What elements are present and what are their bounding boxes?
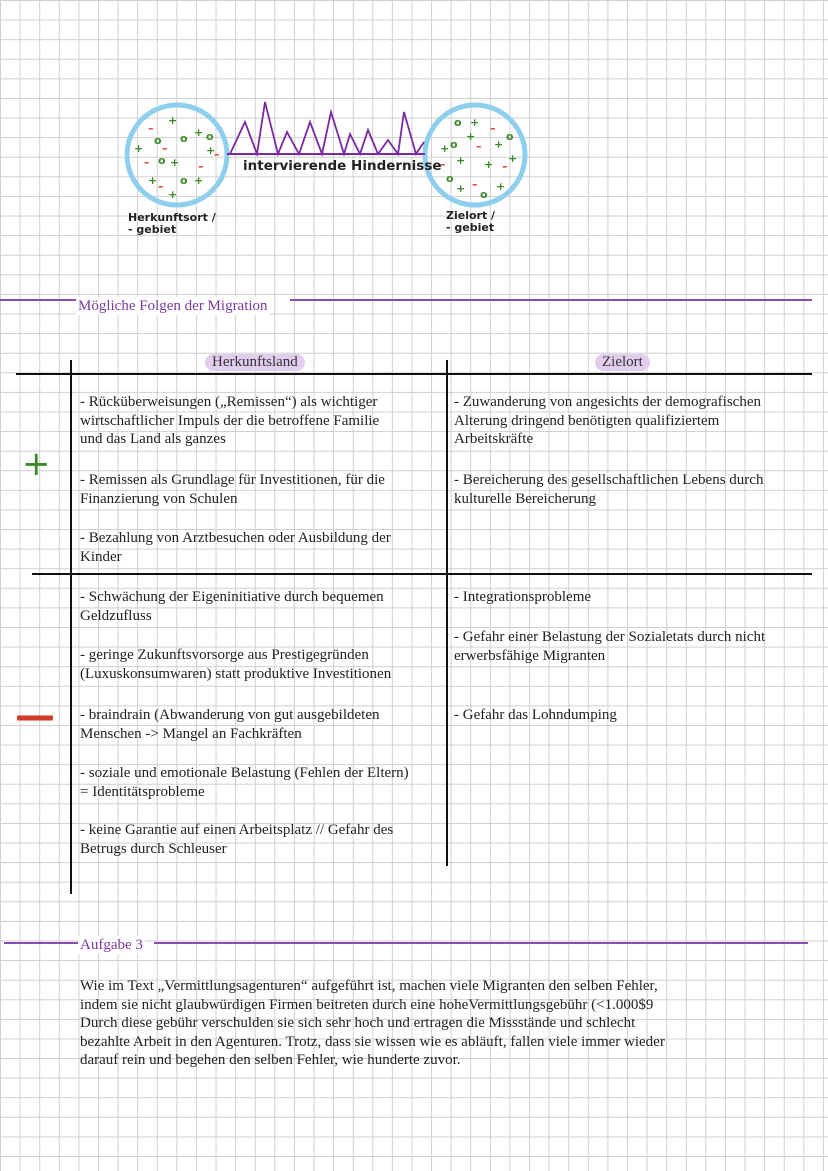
minus-symbol: — — [15, 693, 55, 739]
cell-line: - keine Garantie auf einen Arbeitsplatz // Gefahr des — [80, 822, 394, 838]
svg-text:–: – — [476, 140, 482, 153]
plus-symbol: + — [22, 444, 51, 484]
negative-destination-item-2 — [454, 628, 765, 665]
destination-symbols — [440, 116, 517, 201]
cell-line: - Gefahr das Lohndumping — [454, 707, 617, 723]
negative-origin-item-4 — [80, 764, 409, 801]
table-center-rule — [446, 360, 448, 866]
cell-line: Kinder — [80, 548, 122, 565]
paragraph-line: Wie im Text „Vermittlungsagenturen“ aufgeführt ist, machen viele Migranten den selben Fehler, — [80, 978, 658, 994]
svg-text:+: + — [148, 174, 158, 187]
cell-line: - soziale und emotionale Belastung (Fehlen der Eltern) — [80, 765, 409, 781]
cell-line: - Bezahlung von Arztbesuchen oder Ausbildung der — [80, 530, 391, 546]
svg-text:+: + — [194, 126, 204, 139]
paragraph-line: indem sie nicht glaubwürdigen Firmen beitreten durch eine hoheVermittlungsgebühr (<1.000$9 — [80, 996, 654, 1013]
svg-text:o: o — [450, 138, 458, 151]
migration-diagram — [110, 92, 540, 252]
header-origin: Herkunftsland — [205, 354, 305, 371]
negative-destination-item-3 — [454, 706, 617, 725]
header-destination: Zielort — [595, 354, 650, 371]
svg-text:+: + — [494, 138, 504, 151]
svg-text:o: o — [506, 130, 514, 143]
svg-text:o: o — [158, 154, 166, 167]
origin-label — [128, 212, 216, 236]
section2-rule-left — [4, 942, 78, 944]
negative-origin-item-1 — [80, 588, 384, 625]
section1-rule-right — [290, 299, 812, 301]
svg-text:o: o — [206, 130, 214, 143]
paragraph-line: bezahlte Arbeit in den Agenturen. Trotz, dass sie wissen wie es abläuft, fallen viele immer wieder — [80, 1033, 665, 1050]
cell-line: - geringe Zukunftsvorsorge aus Prestigegründen — [80, 647, 369, 663]
svg-text:–: – — [472, 178, 478, 191]
svg-text:–: – — [440, 158, 446, 171]
svg-text:+: + — [134, 142, 144, 155]
cell-line: - Bereicherung des gesellschaftlichen Lebens durch — [454, 472, 764, 488]
destination-label-line2: - gebiet — [446, 221, 495, 234]
negative-destination-item-1 — [454, 588, 591, 607]
origin-label-line2: - gebiet — [128, 223, 177, 236]
positive-destination-item-1 — [454, 393, 761, 449]
svg-text:o: o — [180, 132, 188, 145]
svg-text:–: – — [148, 122, 154, 135]
origin-label-line1: Herkunftsort / — [128, 211, 216, 224]
negative-origin-item-3 — [80, 706, 380, 743]
svg-text:+: + — [168, 188, 178, 201]
cell-line: - Zuwanderung von angesichts der demografischen — [454, 394, 761, 410]
cell-line: - braindrain (Abwanderung von gut ausgebildeten — [80, 707, 380, 723]
origin-symbols — [134, 114, 220, 201]
section2-rule-right — [154, 942, 808, 944]
destination-label — [446, 210, 495, 234]
cell-line: - Remissen als Grundlage für Investitionen, für die — [80, 472, 385, 488]
destination-label-line1: Zielort / — [446, 209, 496, 222]
negative-origin-item-2 — [80, 646, 391, 683]
cell-line: Arbeitskräfte — [454, 431, 534, 447]
svg-text:–: – — [490, 122, 496, 135]
cell-line: erwerbsfähige Migranten — [454, 647, 606, 664]
svg-text:+: + — [466, 130, 476, 143]
svg-text:–: – — [198, 160, 204, 173]
svg-text:–: – — [162, 142, 168, 155]
cell-line: - Rücküberweisungen („Remissen“) als wichtiger — [80, 394, 378, 410]
paragraph-line: darauf rein und begehen den selben Fehler, wie hunderte zuvor. — [80, 1052, 461, 1068]
paragraph-line: Durch diese gebühr verschulden sie sich sehr hoch und ertragen die Missstände und schlecht — [80, 1015, 636, 1031]
positive-origin-item-2 — [80, 471, 385, 508]
cell-line: = Identitätsprobleme — [80, 783, 205, 800]
svg-text:–: – — [158, 180, 164, 193]
cell-line: (Luxuskonsumwaren) statt produktive Investitionen — [80, 665, 392, 682]
table-header-rule — [16, 373, 812, 375]
svg-text:+: + — [168, 114, 178, 127]
svg-text:+: + — [456, 182, 466, 195]
positive-origin-item-1 — [80, 393, 379, 449]
cell-line: Finanzierung von Schulen — [80, 490, 238, 507]
svg-text:+: + — [440, 142, 450, 155]
middle-label: intervierende Hindernisse — [243, 158, 442, 174]
section1-rule-left — [0, 299, 76, 301]
cell-line: Betrugs durch Schleuser — [80, 840, 227, 857]
mountains-line — [230, 102, 424, 154]
cell-line: Alterung dringend benötigten qualifiziertem — [454, 412, 720, 429]
svg-text:o: o — [180, 174, 188, 187]
svg-text:+: + — [456, 154, 466, 167]
svg-text:+: + — [484, 158, 494, 171]
cell-line: - Gefahr einer Belastung der Sozialetats durch nicht — [454, 629, 766, 645]
svg-text:+: + — [170, 156, 180, 169]
table-middle-rule — [32, 573, 812, 575]
svg-text:o: o — [480, 188, 488, 201]
svg-text:–: – — [144, 156, 150, 169]
cell-line: - Integrationsprobleme — [454, 589, 592, 605]
svg-text:–: – — [214, 148, 220, 161]
cell-line: wirtschaftlicher Impuls der die betroffene Familie — [80, 412, 380, 429]
svg-text:–: – — [502, 160, 508, 173]
cell-line: und das Land als ganzes — [80, 431, 226, 447]
cell-line: Menschen -> Mangel an Fachkräften — [80, 725, 302, 742]
svg-text:o: o — [454, 116, 462, 129]
positive-origin-item-3 — [80, 529, 391, 566]
svg-text:+: + — [508, 152, 518, 165]
svg-text:+: + — [470, 116, 480, 129]
cell-line: Geldzufluss — [80, 607, 152, 624]
svg-text:+: + — [194, 174, 204, 187]
cell-line: - Schwächung der Eigeninitiative durch bequemen — [80, 589, 384, 605]
table-left-rule — [70, 360, 72, 894]
cell-line: kulturelle Bereicherung — [454, 490, 597, 507]
section1-title: Mögliche Folgen der Migration — [78, 298, 268, 314]
positive-destination-item-2 — [454, 471, 763, 508]
svg-text:+: + — [206, 144, 216, 157]
svg-text:+: + — [496, 180, 506, 193]
svg-text:o: o — [154, 134, 162, 147]
section2-paragraph — [80, 977, 790, 1070]
negative-origin-item-5 — [80, 821, 393, 858]
section2-title: Aufgabe 3 — [80, 937, 143, 953]
svg-text:o: o — [446, 172, 454, 185]
